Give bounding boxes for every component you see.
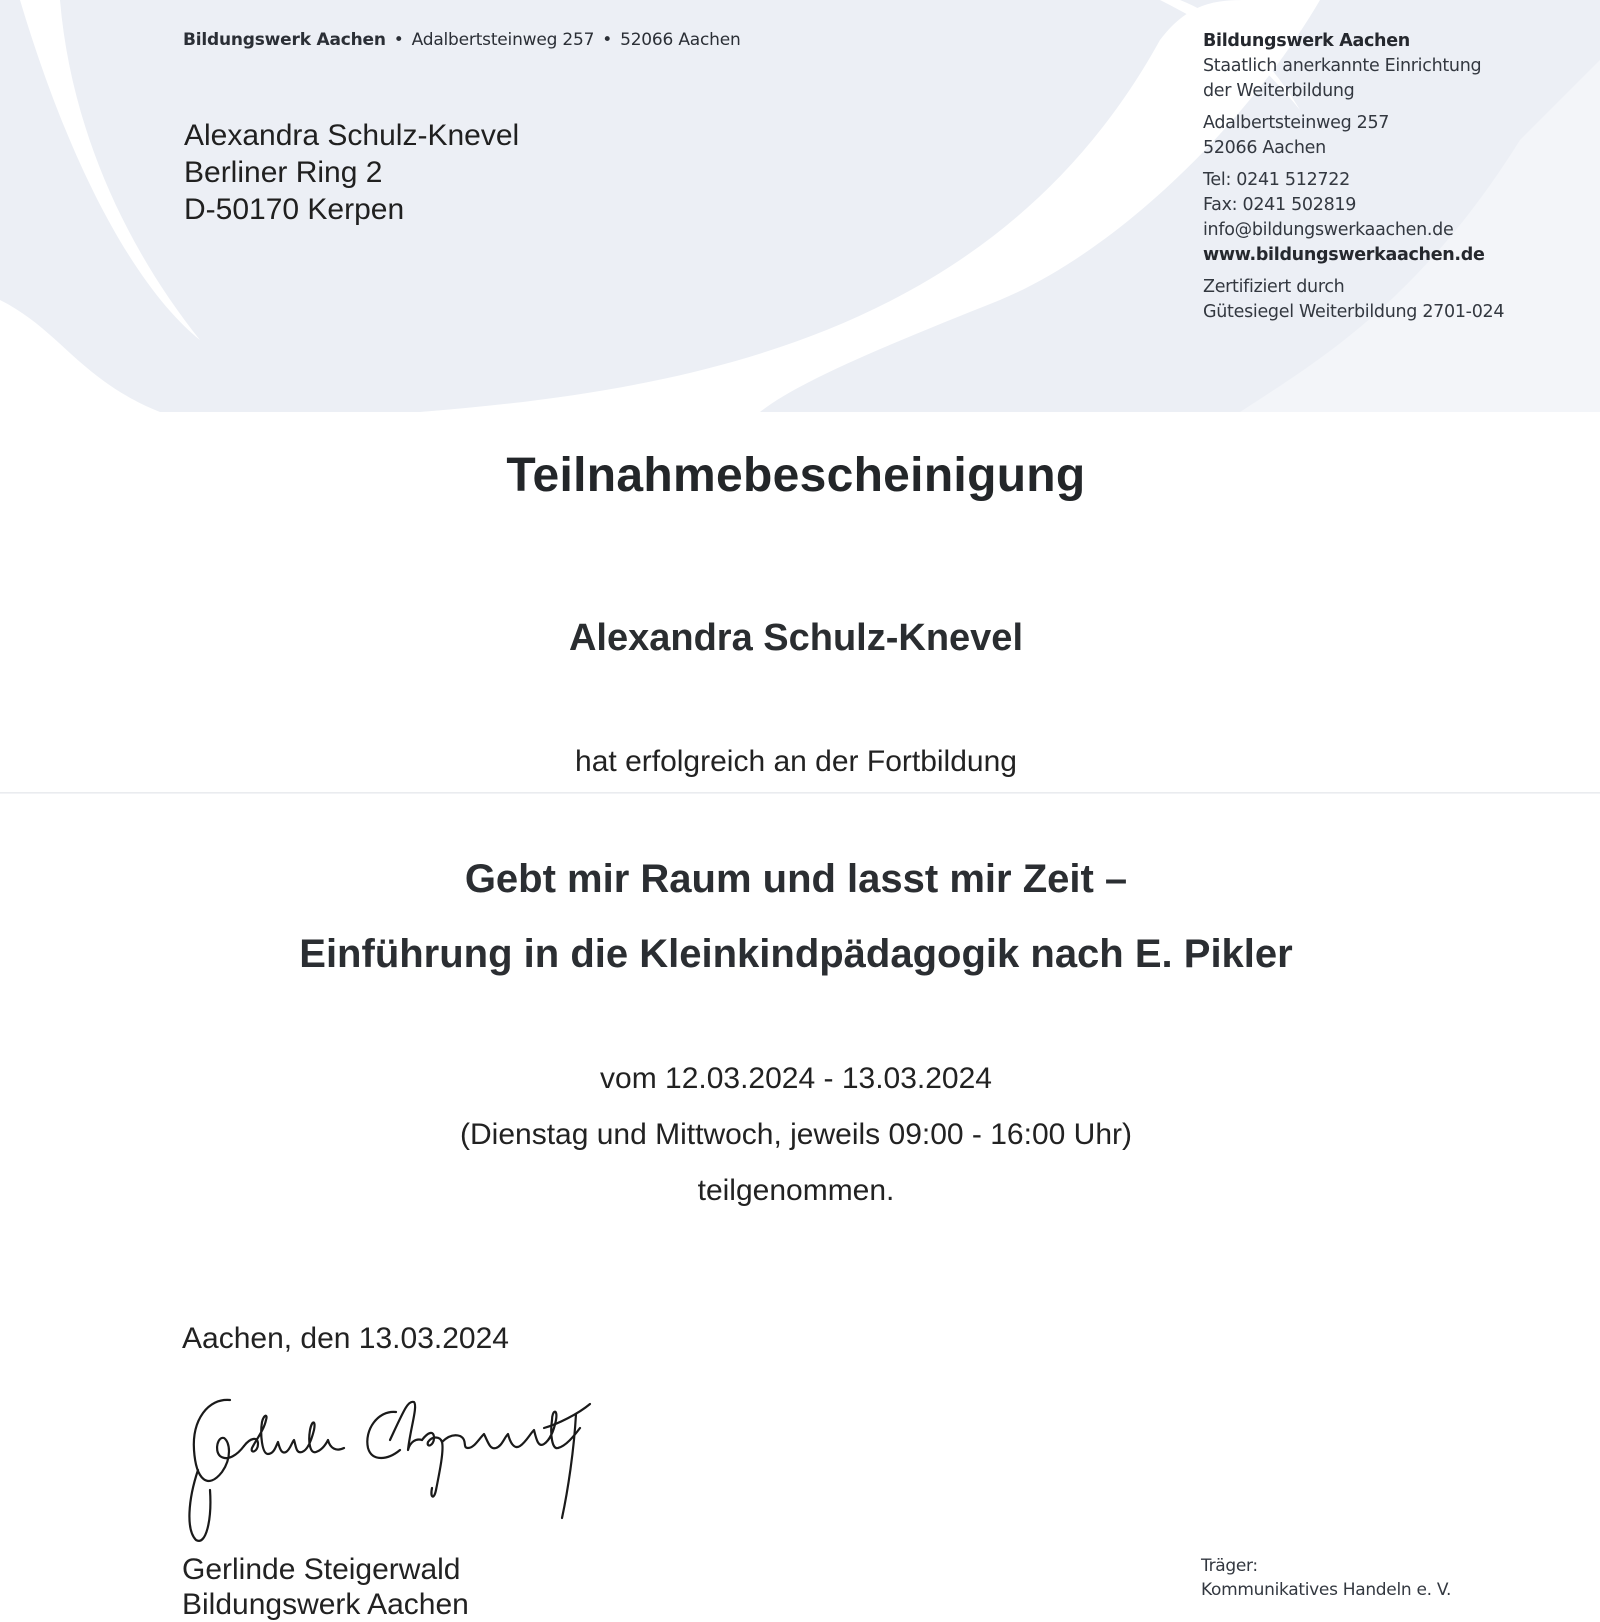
document-title: Teilnahmebescheinigung bbox=[506, 449, 1086, 502]
recipient-city: D-50170 Kerpen bbox=[184, 193, 405, 226]
place-date: Aachen, den 13.03.2024 bbox=[182, 1322, 509, 1355]
info-street: Adalbertsteinweg 257 bbox=[1203, 113, 1390, 133]
fold-line bbox=[0, 792, 1600, 794]
sponsor-info bbox=[1201, 1554, 1451, 1602]
closing-text: teilgenommen. bbox=[697, 1174, 895, 1207]
recipient-address bbox=[184, 117, 519, 228]
recipient-name: Alexandra Schulz-Knevel bbox=[184, 119, 520, 152]
sender-street: Adalbertsteinweg 257 bbox=[411, 30, 595, 50]
sender-org: Bildungswerk Aachen bbox=[183, 30, 386, 50]
info-email: info@bildungswerkaachen.de bbox=[1203, 220, 1454, 240]
info-cert-line1: Zertifiziert durch bbox=[1203, 277, 1345, 297]
organization-info-block bbox=[1203, 29, 1504, 325]
signer-organization: Bildungswerk Aachen bbox=[182, 1588, 469, 1621]
info-city: 52066 Aachen bbox=[1203, 138, 1326, 158]
separator-dot: • bbox=[393, 30, 404, 50]
signer-name: Gerlinde Steigerwald bbox=[182, 1553, 461, 1586]
info-desc-line1: Staatlich anerkannte Einrichtung bbox=[1203, 56, 1482, 76]
info-desc-line2: der Weiterbildung bbox=[1203, 81, 1355, 101]
handwritten-signature bbox=[178, 1390, 618, 1550]
sender-city: 52066 Aachen bbox=[620, 30, 741, 50]
recipient-street: Berliner Ring 2 bbox=[184, 156, 383, 189]
sender-address-line bbox=[183, 30, 741, 50]
separator-dot: • bbox=[602, 30, 613, 50]
course-title-line1: Gebt mir Raum und lasst mir Zeit – bbox=[464, 857, 1128, 901]
traeger-name: Kommunikatives Handeln e. V. bbox=[1201, 1580, 1452, 1600]
info-org-name: Bildungswerk Aachen bbox=[1203, 31, 1410, 51]
lead-text: hat erfolgreich an der Fortbildung bbox=[575, 745, 1017, 778]
info-cert-line2: Gütesiegel Weiterbildung 2701-024 bbox=[1203, 302, 1505, 322]
info-fax: Fax: 0241 502819 bbox=[1203, 195, 1357, 215]
info-website: www.bildungswerkaachen.de bbox=[1203, 245, 1485, 265]
course-title-line2: Einführung in die Kleinkindpädagogik nach E. Pikler bbox=[299, 932, 1293, 976]
course-dates: vom 12.03.2024 - 13.03.2024 bbox=[600, 1062, 992, 1095]
participant-name: Alexandra Schulz-Knevel bbox=[568, 617, 1024, 659]
info-tel: Tel: 0241 512722 bbox=[1203, 170, 1350, 190]
traeger-label: Träger: bbox=[1201, 1556, 1258, 1576]
course-schedule: (Dienstag und Mittwoch, jeweils 09:00 - 16:00 Uhr) bbox=[460, 1118, 1132, 1151]
